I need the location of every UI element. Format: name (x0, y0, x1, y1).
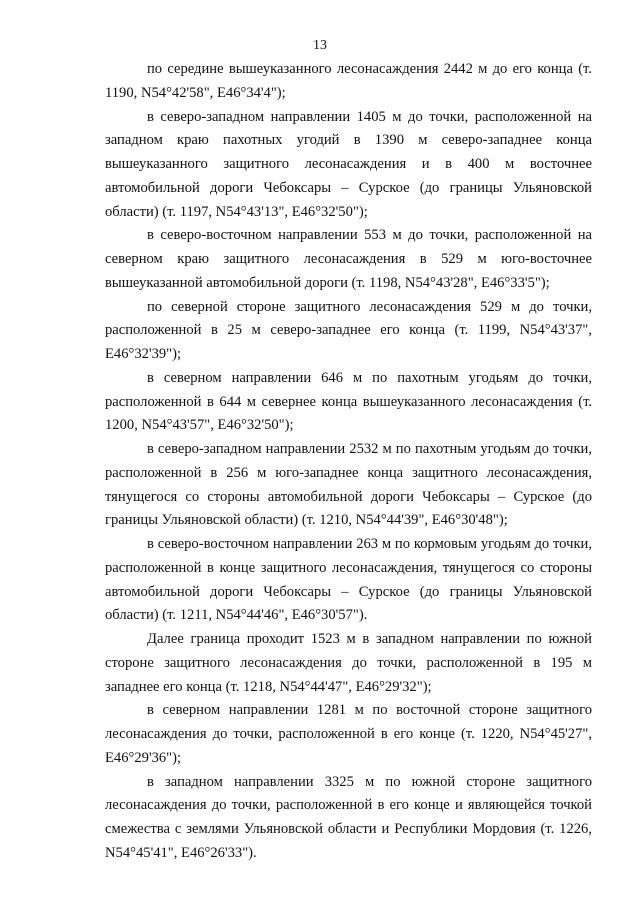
paragraph-6: в северо-западном направлении 2532 м по пахотным угодьям до точки, расположенной в 256 м юго-западнее конца защитного лесонасаждения, тянущегося со стороны автомобильной дороги Чебоксары – Сурское (до границы Ульяновской области) (т. 1210, N54°44'39", E46°30'48"); (105, 441, 592, 529)
paragraph-7: в северо-восточном направлении 263 м по кормовым угодьям до точки, расположенной в конце защитного лесонасаждения, тянущегося со стороны автомобильной дороги Чебоксары – Сурское (до границы Ульяновской области) (т. 1211, N54°44'46", E46°30'57"). (105, 536, 592, 624)
paragraph-5: в северном направлении 646 м по пахотным угодьям до точки, расположенной в 644 м севернее конца вышеуказанного лесонасаждения (т. 1200, N54°43'57", E46°32'50"); (105, 369, 592, 434)
paragraph-8: Далее граница проходит 1523 м в западном направлении по южной стороне защитного лесонасаждения до точки, расположенной в 195 м западнее его конца (т. 1218, N54°44'47", E46°29'32"); (105, 631, 592, 695)
paragraph-3: в северо-восточном направлении 553 м до точки, расположенной на северном краю защитного лесонасаждения в 529 м юго-восточнее вышеуказанной автомобильной дороги (т. 1198, N54°43'28", E46°33'5"); (105, 227, 592, 291)
paragraph-2: в северо-западном направлении 1405 м до точки, расположенной на западном краю пахотных угодий в 1390 м северо-западнее конца вышеуказанного защитного лесонасаждения и в 400 м восточнее автомобильной дороги Чебоксары – Сурское (до границы Ульяновской области) (т. 1197, N54°43'13", E46°32'50"); (105, 108, 592, 220)
page-number: 13 (313, 38, 327, 53)
paragraph-10: в западном направлении 3325 м по южной стороне защитного лесонасаждения до точки, расположенной в его конце и являющейся точкой смежества с землями Ульяновской области и Республики Мордовия (т. 1226, N54°45'41", E46°26'33"). (105, 773, 592, 861)
paragraph-4: по северной стороне защитного лесонасаждения 529 м до точки, расположенной в 25 м северо-западнее его конца (т. 1199, N54°43'37", E46°32'39"); (105, 298, 592, 362)
document-body (105, 58, 592, 866)
paragraph-9: в северном направлении 1281 м по восточной стороне защитного лесонасаждения до точки, расположенной в его конце (т. 1220, N54°45'27", E46°29'36"); (105, 702, 592, 766)
paragraph-1: по середине вышеуказанного лесонасаждения 2442 м до его конца (т. 1190, N54°42'58", E46°34'4"); (105, 61, 592, 101)
